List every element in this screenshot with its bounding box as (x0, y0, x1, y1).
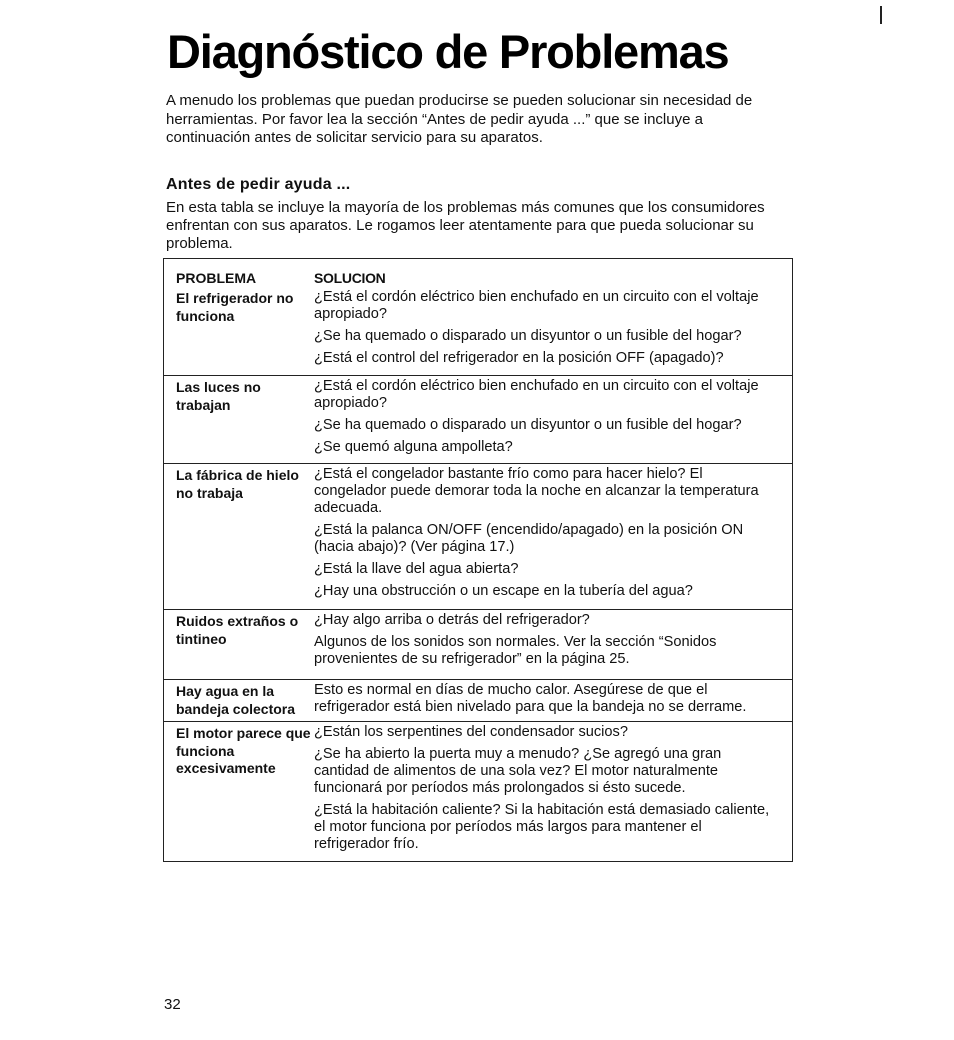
solution-item: ¿Está la palanca ON/OFF (encendido/apagado) en la posición ON (hacia abajo)? (Ver página 17.) (314, 522, 744, 555)
table-body (164, 287, 792, 859)
solution-item: ¿Hay una obstrucción o un escape en la tubería del agua? (314, 583, 693, 599)
section-intro: En esta tabla se incluye la mayoría de los problemas más comunes que los consumidores enfrentan con sus aparatos. Le rogamos leer atentamente para que pueda solucionar su problema. (166, 199, 765, 252)
corner-mark (880, 6, 882, 24)
table-row (164, 287, 792, 375)
solution-cell (314, 287, 792, 375)
solution-cell (314, 680, 792, 721)
solution-item: Algunos de los sonidos son normales. Ver la sección “Sonidos provenientes de su refrigerador” en la página 25. (314, 634, 717, 667)
solution-item: Esto es normal en días de mucho calor. Asegúrese de que el refrigerador está bien nivelado para que la bandeja no se derrame. (314, 682, 747, 715)
solution-item: ¿Está el cordón eléctrico bien enchufado en un circuito con el voltaje apropiado? (314, 378, 759, 411)
problem-cell: El motor parece que funciona excesivamente (176, 725, 311, 776)
table-row (164, 721, 792, 859)
problem-cell: Ruidos extraños o tintineo (176, 613, 299, 647)
solution-item: ¿Está el control del refrigerador en la posición OFF (apagado)? (314, 350, 724, 366)
table-row (164, 609, 792, 679)
solution-item: ¿Está el cordón eléctrico bien enchufado en un circuito con el voltaje apropiado? (314, 289, 759, 322)
table-header (164, 259, 792, 287)
solution-item: ¿Se ha quemado o disparado un disyuntor o un fusible del hogar? (314, 328, 742, 344)
page-number: 32 (164, 996, 181, 1013)
solution-item: ¿Está la habitación caliente? Si la habitación está demasiado caliente, el motor funciona por períodos más largos para mantener el refrigerador frío. (314, 802, 770, 852)
solution-item: ¿Se ha quemado o disparado un disyuntor o un fusible del hogar? (314, 417, 742, 433)
page-title: Diagnóstico de Problemas (167, 25, 729, 78)
problem-cell: La fábrica de hielo no trabaja (176, 467, 299, 501)
solution-item: ¿Están los serpentines del condensador sucios? (314, 724, 628, 740)
header-solution: SOLUCION (314, 270, 386, 286)
solution-cell (314, 610, 792, 679)
intro-paragraph: A menudo los problemas que puedan producirse se pueden solucionar sin necesidad de herramientas. Por favor lea la sección “Antes de pedir ayuda ...” que se incluye a continuación antes de solicitar servicio para su aparatos. (166, 92, 753, 146)
table-row (164, 375, 792, 463)
solution-item: ¿Se quemó alguna ampolleta? (314, 439, 513, 455)
problem-cell: El refrigerador no funciona (176, 290, 294, 324)
solution-cell (314, 722, 792, 859)
solution-item: ¿Hay algo arriba o detrás del refrigerador? (314, 612, 590, 628)
section-heading: Antes de pedir ayuda ... (166, 176, 351, 193)
solution-cell (314, 464, 792, 609)
troubleshooting-table (163, 258, 793, 862)
solution-item: ¿Se ha abierto la puerta muy a menudo? ¿Se agregó una gran cantidad de alimentos de una sola vez? El motor naturalmente funcionará por períodos más prolongados si ésto sucede. (314, 746, 722, 796)
problem-cell: Hay agua en la bandeja colectora (176, 683, 296, 717)
solution-item: ¿Está el congelador bastante frío como para hacer hielo? El congelador puede demorar toda la noche en alcanzar la temperatura adecuada. (314, 466, 759, 516)
solution-item: ¿Está la llave del agua abierta? (314, 561, 519, 577)
solution-cell (314, 376, 792, 463)
table-row (164, 679, 792, 721)
problem-cell: Las luces no trabajan (176, 379, 261, 413)
table-row (164, 463, 792, 609)
header-problem: PROBLEMA (176, 270, 257, 286)
